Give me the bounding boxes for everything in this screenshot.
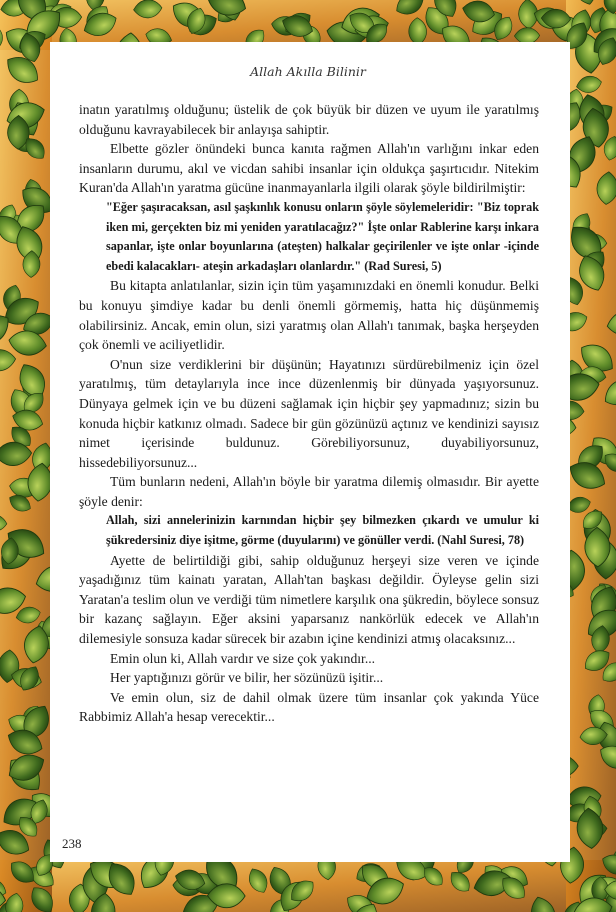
paragraph: Emin olun ki, Allah vardır ve size çok yakındır... bbox=[110, 650, 376, 666]
page-number: 238 bbox=[62, 836, 82, 851]
quran-verse: Allah, sizi annelerinizin karnından hiçbir şey bilmezken çıkardı ve umulur ki şükredersiniz diye işitme, görme (duyularını) ve gönüller verdi. (Nahl Suresi, 78) bbox=[106, 513, 539, 548]
paragraph: inatın yaratılmış olduğunu; üstelik de çok büyük bir düzen ve uyum ile yaratılmış olduğunu kavrayabilecek bir anlayışa sahiptir. bbox=[79, 102, 539, 137]
paragraph: Ve emin olun, siz de dahil olmak üzere tüm insanlar çok yakında Yüce Rabbimiz Allah'a hesap verecektir... bbox=[79, 689, 539, 725]
body-text bbox=[79, 100, 539, 727]
paragraph: Ayette de belirtildiği gibi, sahip olduğunuz herşeyi size veren ve içinde yaşadığınız tüm kainatı yaratan, Allah'tan başkası değildir. Öyleyse gelin sizi Yaratan'a teslim olun ve verdiği tüm nimetlere karşılık ona şükredin, böylece sonsuz bir kazanç sağlayın. Eğer aksini yaparsanız nankörlük edecek ve Allah'ın dilemesiyle sonsuza kadar sürecek bir azabın içine kendinizi atmış olacaksınız... bbox=[79, 552, 539, 647]
paragraph: Bu kitapta anlatılanlar, sizin için tüm yaşamınızdaki en önemli konudur. Belki bu konuyu şimdiye kadar bu denli önemli görmemiş, hatta hiç düşünmemiş olabilirsiniz. Ancak, emin olun, sizi yaratmış olan Allah'ı tanımak, başka herşeyden çok önemli ve aciliyetlidir. bbox=[79, 278, 539, 353]
running-head: Allah Akılla Bilinir bbox=[250, 64, 366, 79]
paragraph: O'nun size verdiklerini bir düşünün; Hayatınızı sürdürebilmeniz için özel yaratılmış, tüm detaylarıyla ince ince düzenlenmiş bir dünyada yaşıyorsunuz. Dünyaya gelmek için ve bu düzeni sağlamak için hiçbir şey yapmadınız; sizin bu konuda hiçbir katkınız olmadı. Sadece bir gün gözünüzü açtınız ve kendinizi sayısız nimet içerisinde buldunuz. Görebiliyorsunuz, duyabiliyorsunuz, hissedebiliyorsunuz... bbox=[79, 356, 539, 470]
quran-verse: "Eğer şaşıracaksan, asıl şaşkınlık konusu onların şöyle söylemeleridir: "Biz toprak iken mi, gerçekten biz mi yeniden yaratılacağız?" İşte onlar Rablerine karşı inkara sapanlar, işte onlar boyunlarına (ateşten) halkalar geçirilenler ve işte onlar -içinde ebedi kalacakları- ateşin arkadaşları olanlardır." (Rad Suresi, 5) bbox=[106, 199, 539, 273]
paragraph: Her yaptığınızı görür ve bilir, her sözünüzü işitir... bbox=[110, 670, 384, 686]
paragraph: Elbette gözler önündeki bunca kanıta rağmen Allah'ın varlığını inkar eden insanların durumu, akıl ve vicdan sahibi insanlar için oldukça şaşırtıcıdır. Nitekim Kuran'da Allah'ın yaratma gücüne inanmayanlarla ilgili olarak şöyle bildirilmiştir: bbox=[79, 141, 539, 196]
paragraph: Tüm bunların nedeni, Allah'ın böyle bir yaratma dilemiş olmasıdır. Bir ayette şöyle denir: bbox=[79, 474, 539, 509]
